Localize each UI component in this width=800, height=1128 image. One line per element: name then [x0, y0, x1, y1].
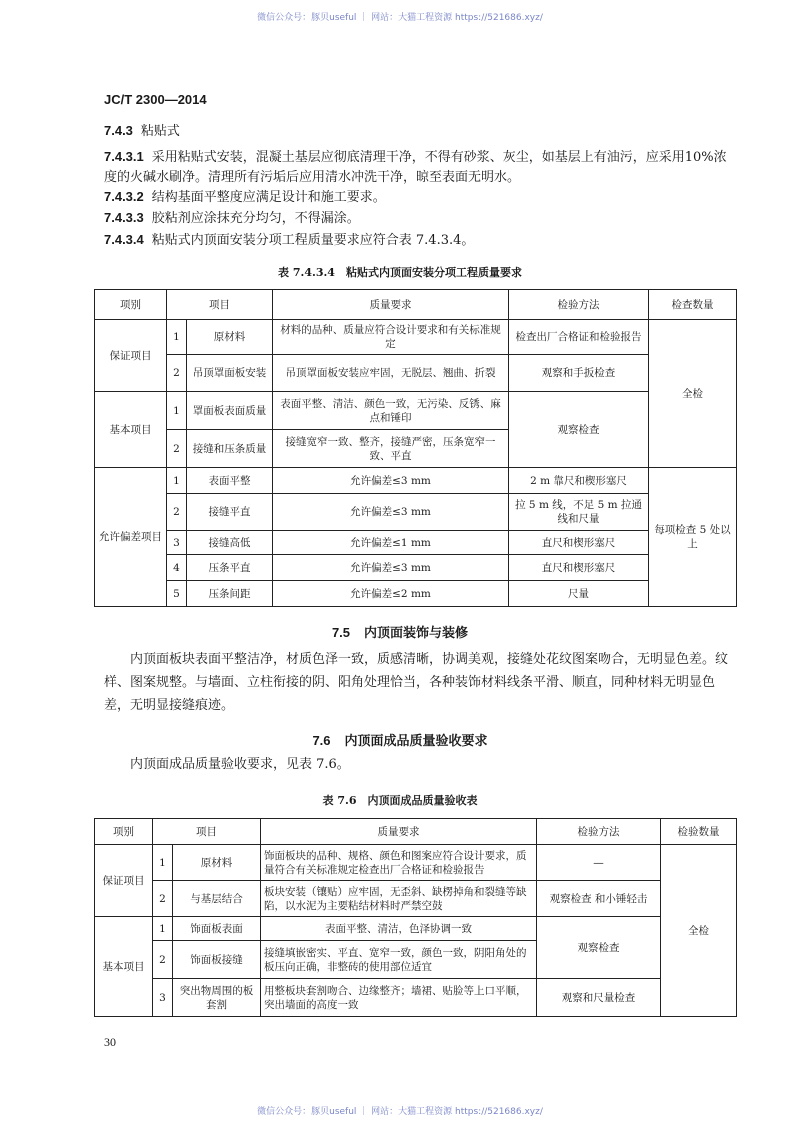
row-method: 观察检查 和小锤轻击 — [537, 881, 661, 917]
page-number: 30 — [104, 1035, 116, 1049]
row-number: 2 — [153, 941, 173, 979]
table-7-4-3-4 — [94, 289, 737, 607]
header-requirement: 质量要求 — [273, 290, 509, 320]
header-quantity: 检验数量 — [661, 819, 737, 845]
table-row — [95, 555, 737, 581]
clause-7-4-3-1 — [104, 147, 736, 188]
section-number: 7.4.3 — [104, 123, 133, 138]
row-requirement: 板块安装（镶贴）应牢固，无歪斜、缺楞掉角和裂缝等缺陷，以水泥为主要粘结材料时严禁空鼓 — [261, 881, 537, 917]
row-method: 直尺和楔形塞尺 — [509, 531, 649, 555]
clause-7-4-3-2 — [104, 187, 736, 208]
standard-number: JC/T 2300—2014 — [104, 92, 207, 107]
header-category: 项别 — [95, 819, 153, 845]
row-item: 原材料 — [187, 320, 273, 355]
section-title: 内顶面装饰与装修 — [364, 626, 469, 641]
row-number: 2 — [167, 355, 187, 392]
clause-text: 胶粘剂应涂抹充分均匀，不得漏涂。 — [151, 211, 360, 226]
table-7-6-caption: 表 7.6 内顶面成品质量验收表 — [322, 794, 478, 807]
row-number: 1 — [167, 320, 187, 355]
header-category: 项别 — [95, 290, 167, 320]
clause-7-4-3-3 — [104, 208, 736, 229]
header-quantity: 检查数量 — [649, 290, 737, 320]
row-item: 压条间距 — [187, 581, 273, 607]
row-method: 观察检查 — [509, 392, 649, 468]
count-all: 全检 — [661, 845, 737, 1017]
row-requirement: 允许偏差≤2 mm — [273, 581, 509, 607]
group-tolerance: 允许偏差项目 — [95, 468, 167, 607]
row-requirement: 用整板块套割吻合、边缘整齐；墙裙、贴脸等上口平顺，突出墙面的高度一致 — [261, 979, 537, 1017]
section-7-4-3-heading — [104, 121, 736, 142]
row-number: 1 — [153, 845, 173, 881]
group-guarantee: 保证项目 — [95, 845, 153, 917]
row-requirement: 表面平整、清洁、颜色一致，无污染、反锈、麻点和锤印 — [273, 392, 509, 430]
section-title: 内顶面成品质量验收要求 — [344, 734, 488, 749]
row-method: 观察和尺量检查 — [537, 979, 661, 1017]
group-guarantee: 保证项目 — [95, 320, 167, 392]
row-item: 压条平直 — [187, 555, 273, 581]
row-item: 接缝和压条质量 — [187, 430, 273, 468]
row-number: 3 — [167, 531, 187, 555]
table-row — [95, 468, 737, 494]
row-method: 2 m 靠尺和楔形塞尺 — [509, 468, 649, 494]
row-method: 尺量 — [509, 581, 649, 607]
table-7-4-3-4-caption: 表 7.4.3.4 粘贴式内顶面安装分项工程质量要求 — [278, 266, 522, 279]
row-requirement: 允许偏差≤3 mm — [273, 494, 509, 531]
table-row — [95, 917, 737, 941]
table-header-row — [95, 290, 737, 320]
row-number: 4 — [167, 555, 187, 581]
table-row — [95, 392, 737, 430]
row-number: 5 — [167, 581, 187, 607]
group-basic: 基本项目 — [95, 917, 153, 1017]
row-requirement: 允许偏差≤3 mm — [273, 468, 509, 494]
row-number: 1 — [167, 468, 187, 494]
table-row — [95, 581, 737, 607]
watermark-top: 微信公众号：豚贝useful ｜ 网站：大猫工程资源 https://521686.xyz/ — [257, 13, 543, 23]
row-method: — — [537, 845, 661, 881]
row-method: 拉 5 m 线，不足 5 m 拉通线和尺量 — [509, 494, 649, 531]
header-requirement: 质量要求 — [261, 819, 537, 845]
row-number: 1 — [153, 917, 173, 941]
clause-7-4-3-4 — [104, 230, 736, 251]
row-item: 饰面板表面 — [173, 917, 261, 941]
row-method: 观察检查 — [537, 917, 661, 979]
table-row — [95, 845, 737, 881]
row-requirement: 接缝宽窄一致、整齐，接缝严密，压条宽窄一致、平直 — [273, 430, 509, 468]
row-requirement: 表面平整、清洁，色泽协调一致 — [261, 917, 537, 941]
watermark-bottom: 微信公众号：豚贝useful ｜ 网站：大猫工程资源 https://521686.xyz/ — [257, 1107, 543, 1117]
row-number: 1 — [167, 392, 187, 430]
clause-number: 7.4.3.3 — [104, 210, 144, 225]
row-method: 检查出厂合格证和检验报告 — [509, 320, 649, 355]
clause-number: 7.4.3.1 — [104, 149, 144, 164]
section-number: 7.6 — [312, 733, 331, 748]
row-item: 罩面板表面质量 — [187, 392, 273, 430]
section-7-6-body: 内顶面成品质量验收要求，见表 7.6。 — [130, 757, 350, 772]
row-item: 吊顶罩面板安装 — [187, 355, 273, 392]
row-requirement: 材料的品种、质量应符合设计要求和有关标准规定 — [273, 320, 509, 355]
section-7-6-heading — [0, 730, 800, 749]
section-number: 7.5 — [331, 625, 351, 640]
table-header-row — [95, 819, 737, 845]
row-requirement: 接缝填嵌密实、平直、宽窄一致，颜色一致，阴阳角处的板压向正确，非整砖的使用部位适宜 — [261, 941, 537, 979]
table-row — [95, 494, 737, 531]
clause-text: 粘贴式内顶面安装分项工程质量要求应符合表 7.4.3.4。 — [151, 233, 475, 248]
table-row — [95, 881, 737, 917]
clause-number: 7.4.3.4 — [104, 232, 144, 247]
header-item: 项目 — [153, 819, 261, 845]
row-item: 饰面板接缝 — [173, 941, 261, 979]
table-row — [95, 320, 737, 355]
group-basic: 基本项目 — [95, 392, 167, 468]
row-item: 表面平整 — [187, 468, 273, 494]
row-requirement: 允许偏差≤3 mm — [273, 555, 509, 581]
header-item: 项目 — [167, 290, 273, 320]
table-row — [95, 979, 737, 1017]
row-number: 3 — [153, 979, 173, 1017]
clause-text: 结构基面平整度应满足设计和施工要求。 — [151, 190, 386, 205]
row-item: 接缝平直 — [187, 494, 273, 531]
row-requirement: 饰面板块的品种、规格、颜色和图案应符合设计要求，质量符合有关标准规定检查出厂合格证和检验报告 — [261, 845, 537, 881]
count-all: 全检 — [649, 320, 737, 468]
table-row — [95, 355, 737, 392]
header-method: 检验方法 — [537, 819, 661, 845]
table-7-6 — [94, 818, 737, 1017]
row-item: 突出物周围的板套割 — [173, 979, 261, 1017]
row-item: 原材料 — [173, 845, 261, 881]
header-method: 检验方法 — [509, 290, 649, 320]
section-7-5-heading — [0, 622, 800, 641]
row-method: 直尺和楔形塞尺 — [509, 555, 649, 581]
count-each: 每项检查 5 处以上 — [649, 468, 737, 607]
clause-number: 7.4.3.2 — [104, 189, 144, 204]
section-title: 粘贴式 — [140, 124, 180, 139]
row-requirement: 允许偏差≤1 mm — [273, 531, 509, 555]
row-method: 观察和手扳检查 — [509, 355, 649, 392]
row-number: 2 — [153, 881, 173, 917]
row-number: 2 — [167, 494, 187, 531]
row-requirement: 吊顶罩面板安装应牢固，无脱层、翘曲、折裂 — [273, 355, 509, 392]
clause-text: 采用粘贴式安装，混凝土基层应彻底清理干净，不得有砂浆、灰尘，如基层上有油污，应采用10%浓度的火碱水刷净。清理所有污垢后应用清水冲洗干净，晾至表面无明水。 — [104, 150, 727, 185]
row-item: 与基层结合 — [173, 881, 261, 917]
row-number: 2 — [167, 430, 187, 468]
table-row — [95, 531, 737, 555]
section-7-5-body: 内顶面板块表面平整洁净，材质色泽一致，质感清晰，协调美观，接缝处花纹图案吻合，无明显色差。纹样、图案规整。与墙面、立柱衔接的阴、阳角处理恰当，各种装饰材料线条平滑、顺直，同种材料无明显色差，无明显接缝痕迹。 — [104, 652, 729, 713]
row-item: 接缝高低 — [187, 531, 273, 555]
